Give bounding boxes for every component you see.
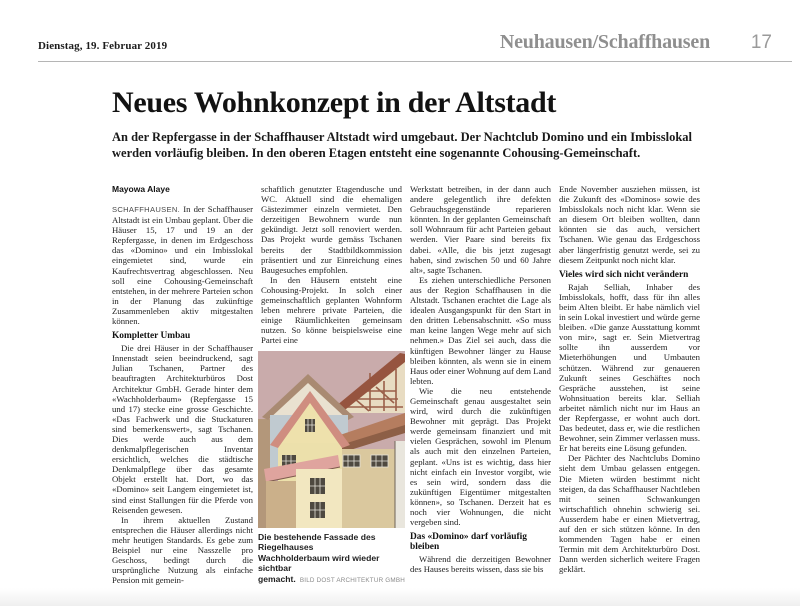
page-number: 17 <box>750 32 772 53</box>
subhead-nicht-veraendern: Vieles wird sich nicht verändern <box>559 269 689 280</box>
paragraph: In den Häusern entsteht eine Cohousing-Projekt. In solch einer gemeinschaftlich geplanten Wohnform leben mehrere private Parteien, die einige Räumlichkeiten gemeinsam nutzen. So könne beispielsweise eine Partei eine <box>261 274 402 346</box>
paragraph: Während die derzeitigen Bewohner des Hauses bereits wissen, dass sie bis <box>410 554 551 575</box>
caption-line: Die bestehende Fassade des Riegelhauses <box>258 531 376 553</box>
paragraph: schaftlich genutzter Etagendusche und WC. Aktuell sind die ehemaligen Gästezimmer einzeln vermietet. Den derzeitigen Bewohnern wurde nun gekündigt. Jetzt soll renoviert werden. Das Projekt wurde gemäss Tschanen bereits der Stadtbildkommission präsentiert und zur Einreichung eines Baugesuches empfohlen. <box>261 184 402 275</box>
header-rule <box>38 61 792 62</box>
page-bottom-edge <box>0 588 800 606</box>
subhead-kompletter-umbau: Kompletter Umbau <box>112 331 191 342</box>
byline: Mayowa Alaye <box>112 184 170 194</box>
paragraph: Der Pächter des Nachtclubs Domino sieht dem Umbau gelassen entgegen. Die Mieten würden bestimmt nicht steigen, da das Schaffhauser Nachtleben mit seinen Schwankungen wirtschaftlich ohnehin schwierig sei. Ausserdem habe er einen Mietvertrag, auf den er sich stützen könne. In den kommenden Tagen habe er einen Termin mit dem Architekturbüro Dost. Dann werden sicherlich weitere Fragen geklärt. <box>559 453 700 575</box>
image-credit: BILD DOST ARCHITEKTUR GMBH <box>299 576 405 584</box>
article-headline: Neues Wohnkonzept in der Altstadt <box>112 86 557 119</box>
article-lede: An der Repfergasse in der Schaffhauser Altstadt wird umgebaut. Der Nachtclub Domino und ein Imbisslokal werden vorläufig bleiben. In den oberen Etagen entsteht eine sogenannte Cohousing-Gemeinschaft. <box>112 130 693 160</box>
paragraph: Die drei Häuser in der Schaffhauser Innenstadt seien beeindruckend, sagt Julian Tschanen, Partner des beauftragten Architekturbüros Dost Architektur GmbH. Gerade hinter dem «Wachholderbaum» (Repfergasse 15 und 17) stecke eine grosse Geschichte. «Das Fachwerk und die Stuckaturen sind bemerkenswert», sagt Tschanen. Dies werde auch aus dem denkmalpflegerischen Inventar ersichtlich, welches die städtische Denkmalpflege über das gesamte Objekt erstellt hat. Dort, wo das «Domino» seit Langem eingemietet ist, sind einst Stallungen für die Pferde von Reisenden gewesen. <box>112 343 253 515</box>
caption-line: Wachholderbaum wird wieder sichtbar <box>258 552 380 574</box>
paragraph: Ende November ausziehen müssen, ist die Zukunft des «Dominos» sowie des Imbisslokals noch nicht klar. Wenn sie an diesem Ort bleiben wollten, dann könnten sie das auch, versichert Tschanen. Wie genau das Erdgeschoss aber längerfristig genutzt werde, sei zu diesem Zeitpunkt noch nicht klar. <box>559 184 700 265</box>
dateline: SCHAFFHAUSEN. <box>112 205 181 214</box>
page-date: Dienstag, 19. Februar 2019 <box>38 40 168 52</box>
paragraph <box>112 204 253 326</box>
column-4 <box>559 184 700 574</box>
article-body <box>112 184 704 586</box>
paragraph: In ihrem aktuellen Zustand entsprechen die Häuser allerdings nicht mehr heutigen Standards. Es gebe zum Beispiel nur eine Nasszelle pro Geschoss, bedingt durch die ursprüngliche Nutzung als einfache Pension mit gemein- <box>112 514 253 586</box>
column-3 <box>410 184 551 574</box>
paragraph: Es ziehen unterschiedliche Personen aus der Region Schaffhausen in die Altstadt. Tschanen erachtet die Lage als idealen Ausgangspunkt für den Start in den dritten Lebensabschnitt. «So muss man keine langen Wege mehr auf sich nehmen.» Das Ziel sei auch, dass die künftigen Bewohner länger zu Hause bleiben könnten, als wenn sie in einem Haus oder einer Wohnung auf dem Land lebten. <box>410 274 551 386</box>
article-figure <box>258 351 405 587</box>
section-title: Neuhausen/Schaffhausen <box>499 31 710 53</box>
paragraph-text: In der Schaffhauser Altstadt ist ein Umbau geplant. Über die Häuser 15, 17 und 19 an der Repfergasse, in denen im Erdgeschoss das «Domino» und ein Imbisslokal eingemietet sind, wurde ein Kaufrechtsvertrag abgeschlossen. Neu soll eine Cohousing-Gemeinschaft entstehen, in der mehrere Parteien schon in der Planung das zukünftige Zusammenleben aktiv mitgestalten können. <box>112 204 253 327</box>
paragraph: Werkstatt betreiben, in der dann auch andere gelegentlich ihre defekten Gebrauchsgegenstände reparieren könnten. In der geplanten Gemeinschaft soll Wohnraum für acht Parteien gebaut werden. Vier Paare sind bereits fix dabei. «Alle, die bis jetzt zugesagt haben, sind zwischen 50 und 60 Jahre alt», sagte Tschanen. <box>410 184 551 275</box>
paragraph: Wie die neu entstehende Gemeinschaft genau ausgestaltet sein wird, wird durch die zukünftigen Bewohner mit geprägt. Das Projekt werde gemeinsam finanziert und mit vielen Gesprächen, sowohl im Plenum als auch mit den einzelnen Parteien, geplant. «Uns ist es wichtig, dass hier nicht einfach ein Investor vorgibt, wie es sein wird, sondern dass die zukünftigen Eigentümer mitgestalten können», so Tschanen. Derzeit hat es noch vier Wohnungen, die nicht vergeben sind. <box>410 385 551 528</box>
image-caption <box>258 532 405 587</box>
paragraph: Rajah Selliah, Inhaber des Imbisslokals, hofft, dass für ihn alles beim Alten bleibt. Er habe nämlich viel in sein Lokal investiert und würde gerne bleiben. «Die ganze Ausstattung kommt von mir», sagt er. Sein Mietvertrag sollte ihn ausserdem vor Mieterhöhungen und Umbauten schützen. Während zur genaueren Zukunft seines Geschäftes noch Gespräche ausstehen, ist seine Wohnsituation bereits klar. Selliah arbeitet nämlich nicht nur im Haus an der Repfergasse, er wohnt auch dort. Das bedeutet, dass er, wie die restlichen Bewohner, sein Zimmer verlassen muss. Er hat bereits eine Lösung gefunden. <box>559 281 700 454</box>
building-illustration <box>258 351 405 528</box>
column-1 <box>112 184 253 585</box>
subhead-domino-bleiben: Das «Domino» darf vorläufig bleiben <box>410 532 527 553</box>
caption-line: gemacht. <box>258 573 296 584</box>
column-2 <box>258 184 405 586</box>
